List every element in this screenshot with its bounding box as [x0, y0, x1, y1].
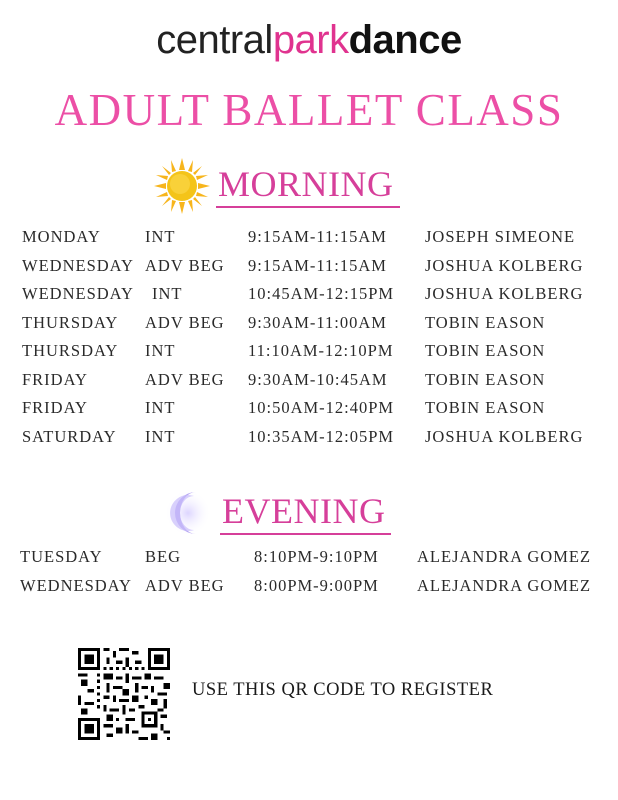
morning-row: [0, 284, 618, 308]
evening-heading: [166, 488, 391, 538]
level-cell: INT: [145, 427, 176, 446]
day-cell: WEDNESDAY: [20, 576, 132, 595]
logo-part-park: park: [272, 18, 349, 62]
day-cell: THURSDAY: [22, 341, 119, 360]
level-cell: INT: [145, 341, 176, 360]
qr-code-icon[interactable]: [78, 648, 170, 740]
evening-heading-label: EVENING: [220, 491, 391, 535]
level-cell: BEG: [145, 547, 181, 566]
level-cell: INT: [145, 398, 176, 417]
level-cell: ADV BEG: [145, 256, 225, 275]
morning-heading: [152, 156, 400, 216]
day-cell: TUESDAY: [20, 547, 103, 566]
teacher-cell: TOBIN EASON: [425, 370, 546, 389]
level-cell: INT: [152, 284, 183, 303]
page-title: ADULT BALLET CLASS: [54, 85, 564, 135]
level-cell: ADV BEG: [145, 370, 225, 389]
morning-row: [0, 398, 618, 422]
time-cell: 11:10AM-12:10PM: [248, 341, 394, 360]
morning-row: [0, 341, 618, 365]
teacher-cell: ALEJANDRA GOMEZ: [417, 547, 592, 566]
evening-row: [0, 576, 618, 600]
time-cell: 9:15AM-11:15AM: [248, 256, 387, 275]
morning-row: [0, 370, 618, 394]
level-cell: INT: [145, 227, 176, 246]
teacher-cell: ALEJANDRA GOMEZ: [417, 576, 592, 595]
time-cell: 9:15AM-11:15AM: [248, 227, 387, 246]
level-cell: ADV BEG: [145, 313, 225, 332]
day-cell: THURSDAY: [22, 313, 119, 332]
day-cell: WEDNESDAY: [22, 284, 134, 303]
time-cell: 8:00PM-9:00PM: [254, 576, 379, 595]
day-cell: WEDNESDAY: [22, 256, 134, 275]
teacher-cell: TOBIN EASON: [425, 341, 546, 360]
evening-row: [0, 547, 618, 571]
morning-row: [0, 313, 618, 337]
time-cell: 10:50AM-12:40PM: [248, 398, 395, 417]
sun-icon: [152, 156, 212, 216]
teacher-cell: JOSHUA KOLBERG: [425, 284, 584, 303]
time-cell: 8:10PM-9:10PM: [254, 547, 379, 566]
day-cell: FRIDAY: [22, 370, 88, 389]
time-cell: 9:30AM-11:00AM: [248, 313, 387, 332]
logo-part-dance: dance: [348, 18, 462, 62]
morning-row: [0, 427, 618, 451]
teacher-cell: TOBIN EASON: [425, 398, 546, 417]
day-cell: SATURDAY: [22, 427, 117, 446]
logo-part-central: central: [156, 18, 273, 62]
morning-row: [0, 256, 618, 280]
teacher-cell: JOSEPH SIMEONE: [425, 227, 576, 246]
qr-register-text: USE THIS QR CODE TO REGISTER: [192, 680, 494, 700]
time-cell: 9:30AM-10:45AM: [248, 370, 388, 389]
time-cell: 10:35AM-12:05PM: [248, 427, 395, 446]
teacher-cell: JOSHUA KOLBERG: [425, 256, 584, 275]
morning-heading-label: MORNING: [216, 164, 400, 208]
logo: [0, 16, 618, 64]
level-cell: ADV BEG: [145, 576, 225, 595]
time-cell: 10:45AM-12:15PM: [248, 284, 395, 303]
day-cell: FRIDAY: [22, 398, 88, 417]
day-cell: MONDAY: [22, 227, 101, 246]
moon-icon: [166, 488, 214, 538]
teacher-cell: TOBIN EASON: [425, 313, 546, 332]
morning-row: [0, 227, 618, 251]
teacher-cell: JOSHUA KOLBERG: [425, 427, 584, 446]
